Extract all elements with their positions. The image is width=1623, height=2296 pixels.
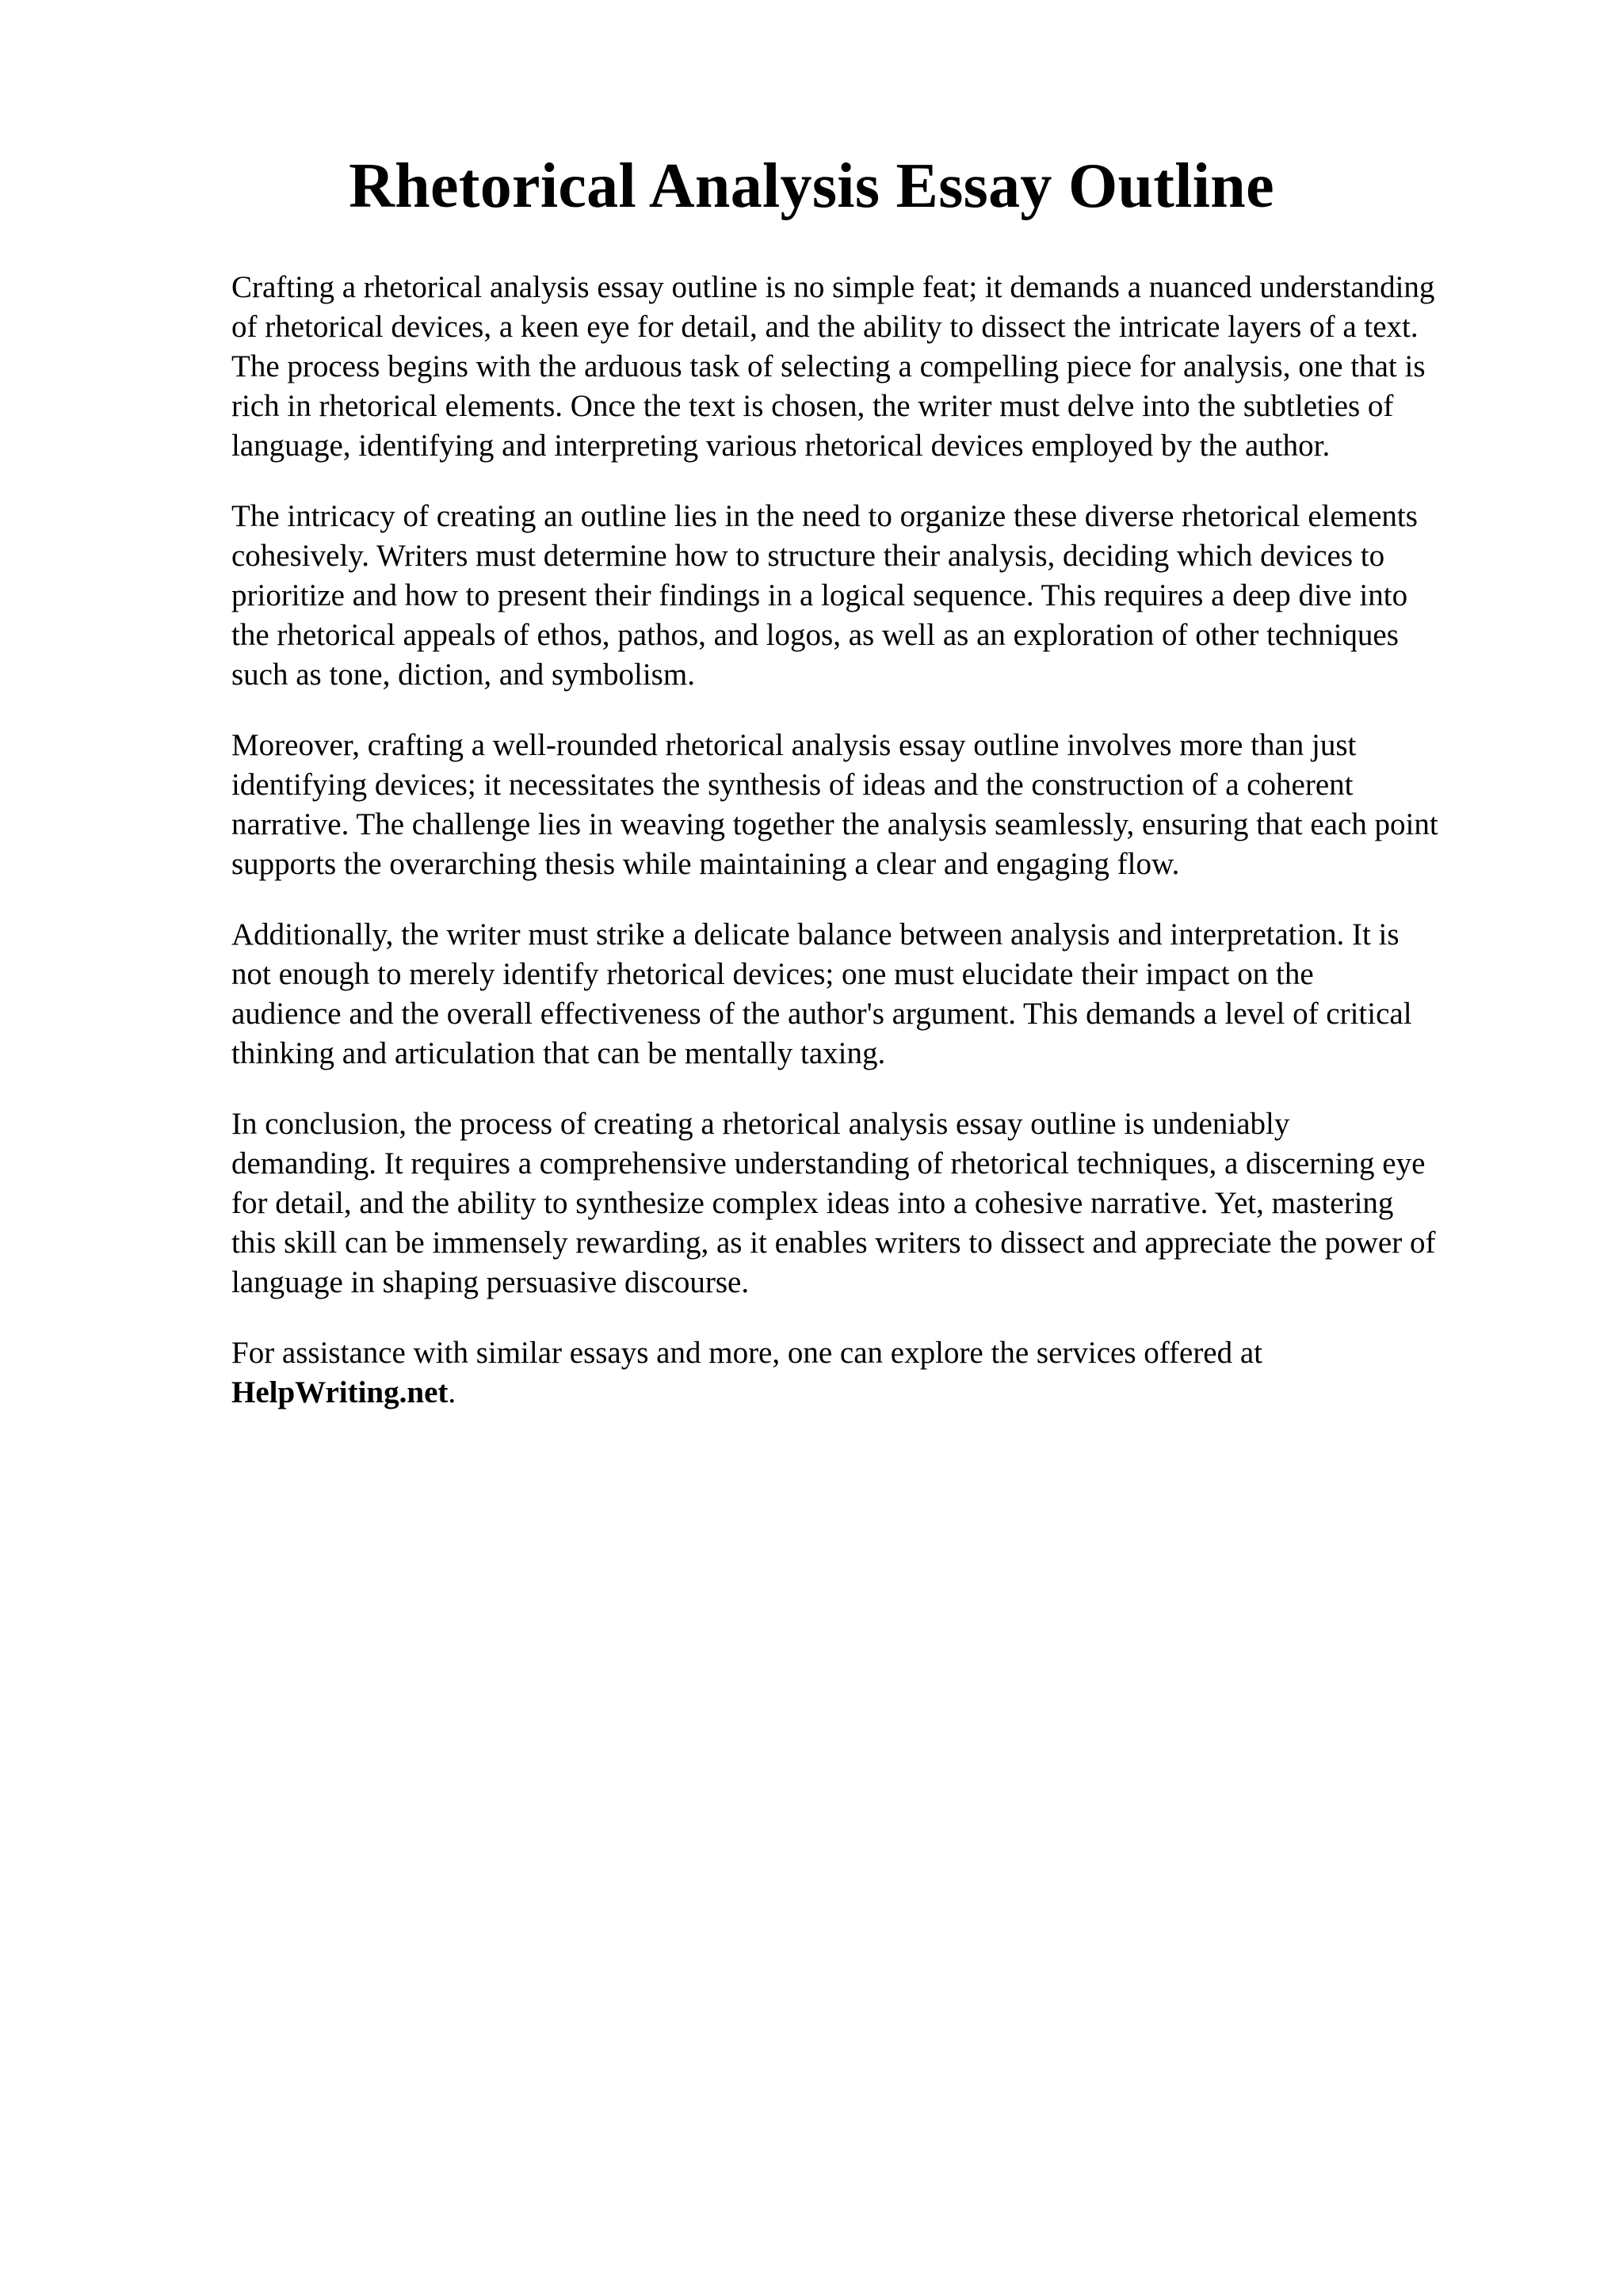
- text-line: not enough to merely identify rhetorical devices; one must elucidate their impact on the: [231, 957, 1314, 991]
- text-line: demanding. It requires a comprehensive understanding of rhetorical techniques, a discerning eye: [231, 1146, 1426, 1180]
- text-line: narrative. The challenge lies in weaving together the analysis seamlessly, ensuring that each point: [231, 807, 1438, 841]
- text-line: cohesively. Writers must determine how to structure their analysis, deciding which devices to: [231, 539, 1385, 573]
- text-line: thinking and articulation that can be mentally taxing.: [231, 1036, 886, 1070]
- text-line: language in shaping persuasive discourse.: [231, 1265, 750, 1299]
- text-line: For assistance with similar essays and more, one can explore the services offered at: [231, 1336, 1263, 1370]
- brand-link[interactable]: HelpWriting.net: [231, 1375, 449, 1409]
- text-line: of rhetorical devices, a keen eye for detail, and the ability to dissect the intricate layers of a text.: [231, 310, 1419, 344]
- text-line: identifying devices; it necessitates the synthesis of ideas and the construction of a coherent: [231, 768, 1354, 802]
- text-line: rich in rhetorical elements. Once the text is chosen, the writer must delve into the subtleties of: [231, 389, 1394, 423]
- text-line: audience and the overall effectiveness of the author's argument. This demands a level of critical: [231, 997, 1412, 1031]
- text-line: In conclusion, the process of creating a rhetorical analysis essay outline is undeniably: [231, 1107, 1290, 1141]
- text-line: Moreover, crafting a well-rounded rhetorical analysis essay outline involves more than just: [231, 728, 1357, 762]
- paragraph-3: [231, 726, 1531, 884]
- text-line: Crafting a rhetorical analysis essay outline is no simple feat; it demands a nuanced understanding: [231, 270, 1435, 304]
- closing-punctuation: .: [448, 1375, 456, 1409]
- text-line: The process begins with the arduous task of selecting a compelling piece for analysis, one that is: [231, 349, 1426, 383]
- text-line: such as tone, diction, and symbolism.: [231, 658, 695, 692]
- document-title: Rhetorical Analysis Essay Outline: [349, 151, 1274, 221]
- text-line: supports the overarching thesis while maintaining a clear and engaging flow.: [231, 847, 1180, 881]
- paragraph-1: [231, 268, 1531, 466]
- text-line: The intricacy of creating an outline lies in the need to organize these diverse rhetorical elements: [231, 499, 1418, 533]
- text-line: language, identifying and interpreting various rhetorical devices employed by the author.: [231, 429, 1331, 463]
- text-line: for detail, and the ability to synthesize complex ideas into a cohesive narrative. Yet, mastering: [231, 1186, 1394, 1220]
- closing-line: [231, 1373, 1531, 1413]
- text-line: prioritize and how to present their findings in a logical sequence. This requires a deep dive into: [231, 578, 1408, 612]
- paragraph-5: [231, 1104, 1531, 1302]
- text-line: Additionally, the writer must strike a delicate balance between analysis and interpretation. It is: [231, 917, 1400, 952]
- closing-paragraph: [231, 1333, 1531, 1413]
- paragraph-2: [231, 497, 1531, 695]
- document-body: [231, 268, 1531, 1444]
- text-line: this skill can be immensely rewarding, as it enables writers to dissect and appreciate the power of: [231, 1226, 1436, 1260]
- text-line: the rhetorical appeals of ethos, pathos, and logos, as well as an exploration of other techniques: [231, 618, 1399, 652]
- paragraph-4: [231, 915, 1531, 1074]
